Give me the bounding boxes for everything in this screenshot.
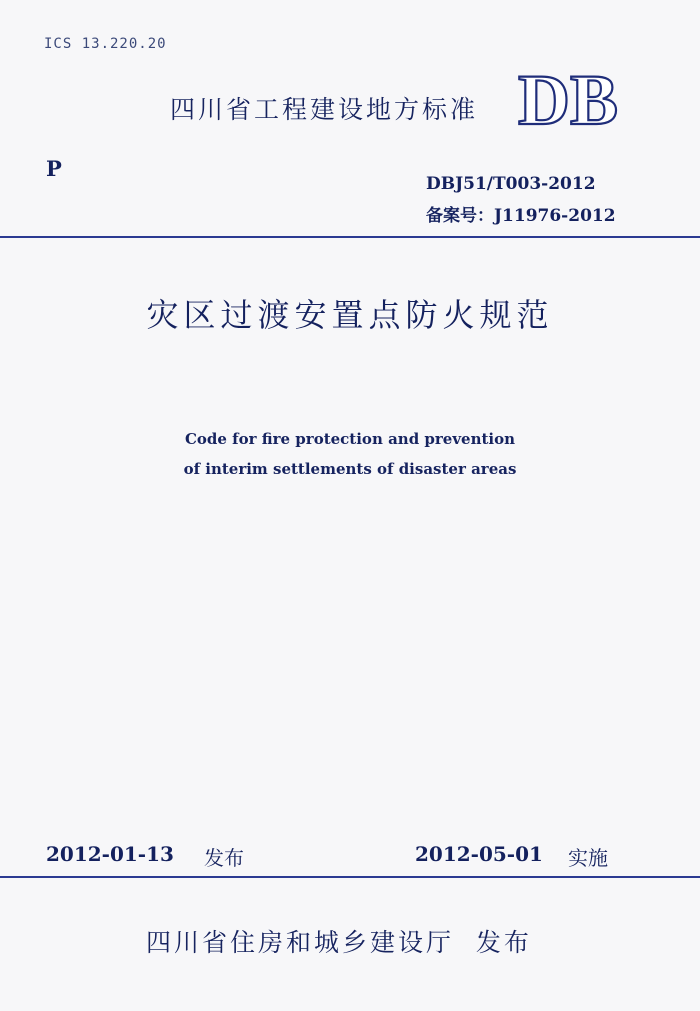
title-english-line1: Code for fire protection and prevention	[184, 430, 516, 448]
db-logo	[514, 64, 622, 132]
divider-bottom	[0, 876, 700, 878]
issuer-bottom: 四川省住房和城乡建设厅 发布	[146, 928, 532, 957]
publish-date: 2012-01-13	[46, 842, 174, 866]
category-letter: P	[46, 156, 62, 181]
record-number: 备案号：J11976-2012	[426, 206, 616, 226]
implement-label: 实施	[568, 846, 608, 870]
db-logo-text: DB	[517, 64, 619, 132]
divider-top	[0, 236, 700, 238]
standard-number: DBJ51/T003-2012	[426, 174, 596, 194]
publish-label: 发布	[204, 846, 244, 870]
implement-date: 2012-05-01	[415, 842, 543, 866]
issuer-top: 四川省工程建设地方标准	[170, 95, 479, 124]
ics-code: ICS 13.220.20	[44, 36, 167, 52]
title-english-line2: of interim settlements of disaster areas	[183, 460, 517, 478]
title-chinese: 灾区过渡安置点防火规范	[146, 296, 554, 334]
